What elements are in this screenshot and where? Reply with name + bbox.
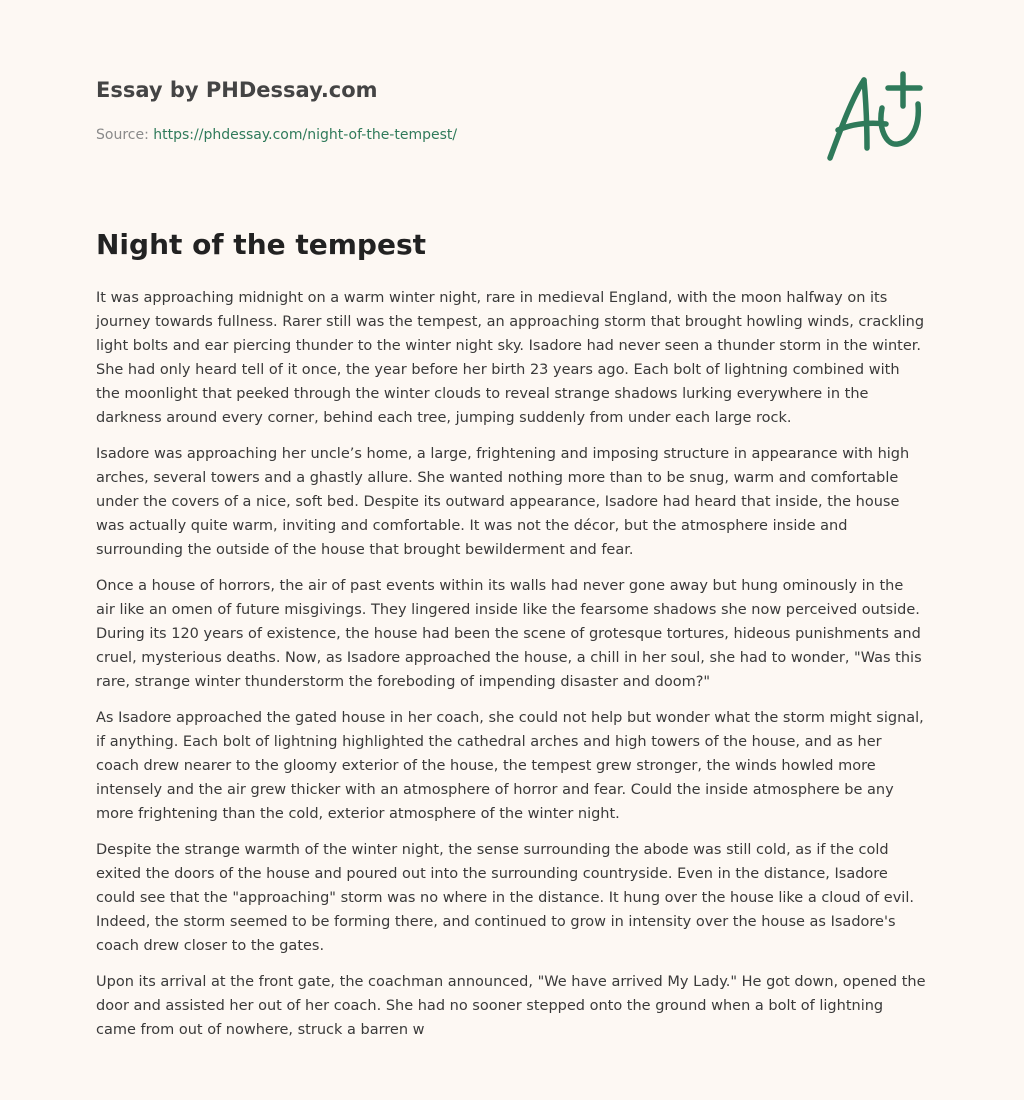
essay-title: Night of the tempest	[96, 228, 426, 261]
essay-paragraph: Isadore was approaching her uncle’s home, a large, frightening and imposing structure in appearance with high arches, several towers and a ghastly allure. She wanted nothing more than to be snug, warm and comfortable under the covers of a nice, soft bed. Despite its outward appearance, Isadore had heard that inside, the house was actually quite warm, inviting and comfortable. It was not the décor, but the atmosphere inside and surrounding the outside of the house that brought bewilderment and fear.	[96, 446, 910, 558]
essay-paragraph: Despite the strange warmth of the winter night, the sense surrounding the abode was still cold, as if the cold exited the doors of the house and poured out into the surrounding countryside. Even in the distance, Isadore could see that the "approaching" storm was no where in the distance. It hung over the house like a cloud of evil. Indeed, the storm seemed to be forming there, and continued to grow in intensity over the house as Isadore's coach drew closer to the gates.	[96, 842, 914, 954]
a-plus-grade-icon	[820, 66, 930, 166]
source-line	[96, 126, 736, 144]
source-label: Source:	[96, 127, 149, 143]
essay-header	[96, 76, 736, 144]
essay-paragraph: Once a house of horrors, the air of past events within its walls had never gone away but hung ominously in the air like an omen of future misgivings. They lingered inside like the fearsome shadows she now perceived outside. During its 120 years of existence, the house had been the scene of grotesque tortures, hideous punishments and cruel, mysterious deaths. Now, as Isadore approached the house, a chill in her soul, she had to wonder, "Was this rare, strange winter thunderstorm the foreboding of impending disaster and doom?"	[96, 578, 922, 690]
essay-paragraph: As Isadore approached the gated house in her coach, she could not help but wonder what the storm might signal, if anything. Each bolt of lightning highlighted the cathedral arches and high towers of the house, and as her coach drew nearer to the gloomy exterior of the house, the tempest grew stronger, the winds howled more intensely and the air grew thicker with an atmosphere of horror and fear. Could the inside atmosphere be any more frightening than the cold, exterior atmosphere of the winter night.	[96, 710, 924, 822]
brand-name: Essay by PHDessay.com	[96, 78, 378, 102]
essay-paragraph: It was approaching midnight on a warm winter night, rare in medieval England, with the moon halfway on its journey towards fullness. Rarer still was the tempest, an approaching storm that brought howling winds, crackling light bolts and ear piercing thunder to the winter night sky. Isadore had never seen a thunder storm in the winter. She had only heard tell of it once, the year before her birth 23 years ago. Each bolt of lightning combined with the moonlight that peeked through the winter clouds to reveal strange shadows lurking everywhere in the darkness around every corner, behind each tree, jumping suddenly from under each large rock.	[96, 290, 925, 426]
essay-body	[96, 286, 926, 1054]
essay-paragraph: Upon its arrival at the front gate, the coachman announced, "We have arrived My Lady." He got down, opened the door and assisted her out of her coach. She had no sooner stepped onto the ground when a bolt of lightning came from out of nowhere, struck a barren w	[96, 974, 926, 1038]
source-link[interactable]: https://phdessay.com/night-of-the-tempest/	[153, 127, 458, 143]
